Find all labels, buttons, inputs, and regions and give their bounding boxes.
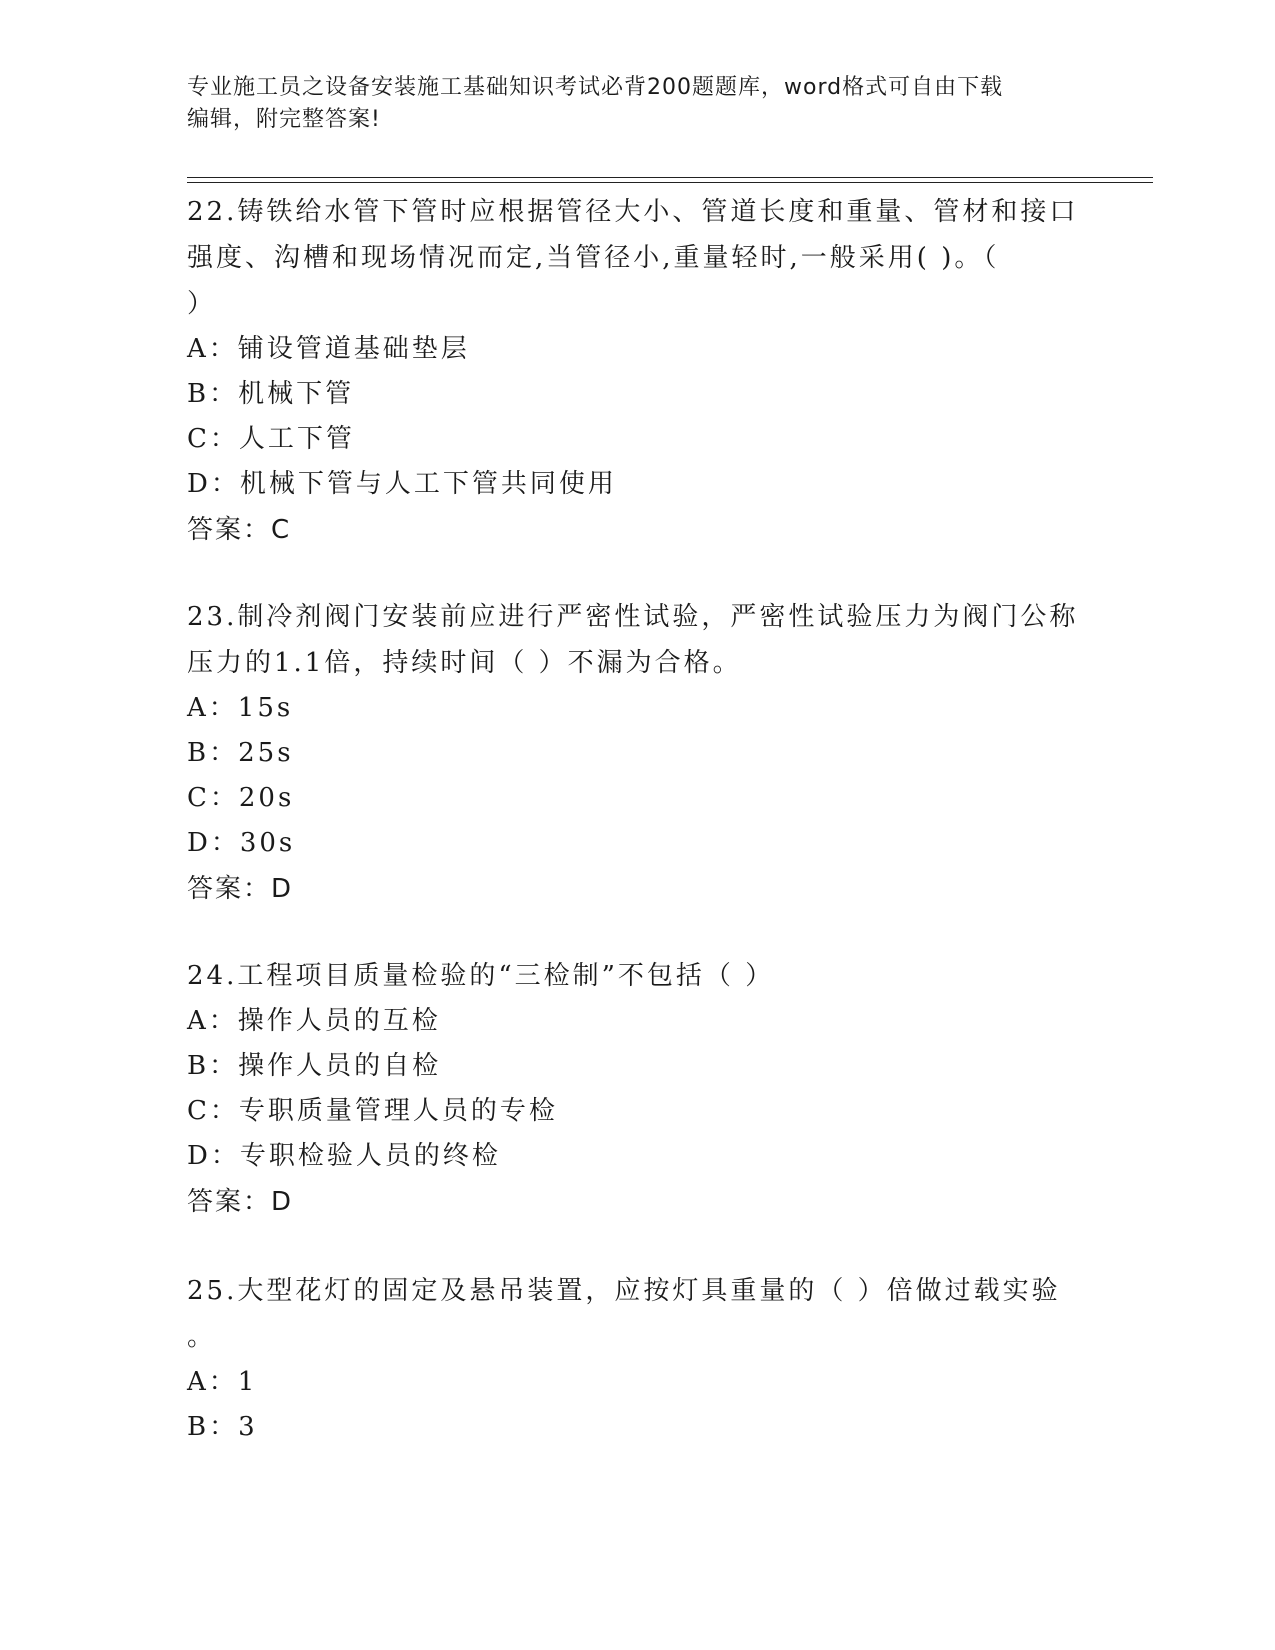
option-a: A：操作人员的互检 [187,1006,441,1036]
answer-line: 答案：D [187,1187,294,1217]
document-header [187,72,1087,136]
option-c: C：专职质量管理人员的专检 [187,1096,558,1126]
question-stem-line: 强度、沟槽和现场情况而定,当管径小,重量轻时,一般采用( )。（ [187,243,1000,273]
option-b: B：操作人员的自检 [187,1051,442,1081]
option-b: B：3 [187,1412,258,1442]
question-stem-line: 24.工程项目质量检验的“三检制”不包括（ ） [187,961,775,991]
question-stem-line: 。 [187,1322,217,1352]
question-22 [187,189,1087,554]
question-25 [187,1268,1087,1450]
option-c: C：20s [187,783,295,813]
question-stem-line: 23.制冷剂阀门安装前应进行严密性试验，严密性试验压力为阀门公称 [187,602,1079,632]
header-line-1: 专业施工员之设备安装施工基础知识考试必背200题题库，word格式可自由下载 [187,75,1004,100]
option-d: D：30s [187,828,296,858]
option-d: D：机械下管与人工下管共同使用 [187,469,617,499]
header-line-2: 编辑，附完整答案! [187,107,381,132]
question-stem-line: 压力的1.1倍，持续时间（ ）不漏为合格。 [187,648,742,678]
header-divider-bottom [187,182,1153,183]
option-a: A：15s [187,693,294,723]
option-b: B：25s [187,738,294,768]
option-a: A：铺设管道基础垫层 [187,334,470,364]
option-b: B：机械下管 [187,379,355,409]
question-stem-line: 25.大型花灯的固定及悬吊装置，应按灯具重量的（ ）倍做过载实验 [187,1276,1061,1306]
option-a: A：1 [187,1367,258,1397]
option-c: C：人工下管 [187,424,355,454]
answer-line: 答案：D [187,874,294,904]
option-d: D：专职检验人员的终检 [187,1141,501,1171]
question-24 [187,953,1087,1226]
answer-line: 答案：C [187,515,292,545]
question-stem-line: ） [187,289,217,319]
header-divider-top [187,177,1153,178]
question-stem-line: 22.铸铁给水管下管时应根据管径大小、管道长度和重量、管材和接口 [187,197,1079,227]
question-23 [187,594,1087,913]
